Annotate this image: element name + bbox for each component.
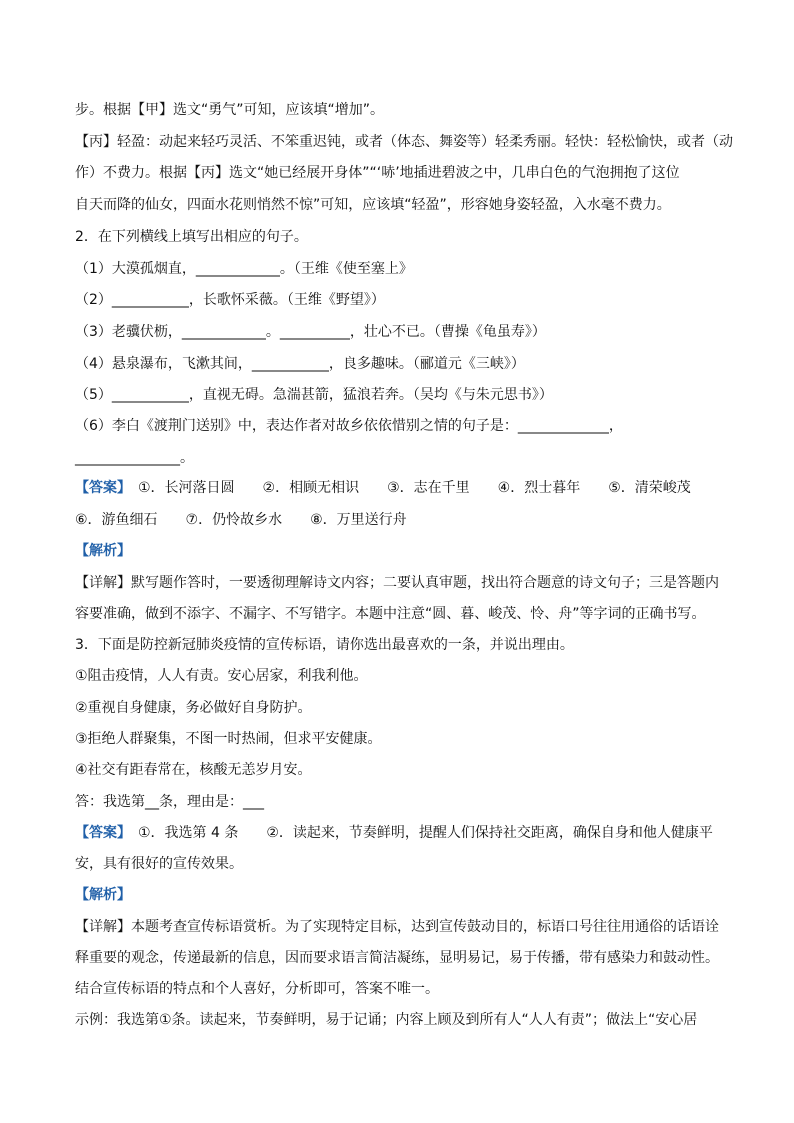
text-line: 作）不费力。根据【丙】选文“她已经展开身体”“‘哧’地插进碧波之中，几串白色的气泡拥抱了这位	[75, 165, 680, 181]
question-item: （3）老骥伏枥，____________。__________，壮心不已。（曹操《龟虽寿》）	[75, 324, 546, 340]
text-line: 【详解】默写题作答时，一要透彻理解诗文内容；二要认真审题，找出符合题意的诗文句子；三是答题内	[75, 575, 719, 591]
text-line: 释重要的观念，传递最新的信息，因而要求语言简洁凝练，显明易记，易于传播，带有感染力和鼓动性。	[75, 950, 719, 966]
slogan-item: ②重视自身健康，务必做好自身防护。	[75, 700, 312, 716]
slogan-item: ③拒绝人群聚集，不图一时热闹，但求平安健康。	[75, 731, 382, 747]
text-line: ⑥．游鱼细石 ⑦．仍怜故乡水 ⑧．万里送行舟	[75, 512, 407, 528]
question-item: _______________。	[75, 450, 194, 466]
slogan-item: ①阻击疫情，人人有责。安心居家，利我利他。	[75, 668, 368, 684]
text-line: 示例：我选第①条。读起来，节奏鲜明，易于记诵；内容上顾及到所有人“人人有责”；做法上“安心居	[75, 1012, 698, 1028]
question-2-heading: 2．在下列横线上填写出相应的句子。	[75, 229, 308, 245]
answer-tag: 【答案】	[75, 825, 124, 841]
question-item: （4）悬泉瀑布，飞漱其间，___________，良多趣味。（郦道元《三峡》）	[75, 356, 525, 372]
text-line: 答：我选第__条，理由是：___	[75, 794, 264, 810]
answer-text: ①．我选第 4 条 ②．读起来，节奏鲜明，提醒人们保持社交距离，确保自身和他人健康平	[124, 825, 713, 841]
answer-tag: 【答案】	[75, 480, 124, 496]
text-line: 安，具有很好的宣传效果。	[75, 856, 243, 872]
text-line: 步。根据【甲】选文“勇气”可知，应该填“增加”。	[75, 102, 385, 118]
question-item: （2）___________，长歌怀采薇。（王维《野望》）	[75, 292, 385, 308]
slogan-item: ④社交有距春常在，核酸无恙岁月安。	[75, 762, 312, 778]
answer-line	[75, 478, 691, 498]
text-line: 【丙】轻盈：动起来轻巧灵活、不笨重迟钝，或者（体态、舞姿等）轻柔秀丽。轻快：轻松愉快，或者（动	[75, 134, 733, 150]
analysis-tag: 【解析】	[75, 543, 131, 559]
question-item: （1）大漠孤烟直，____________。（王维《使至塞上》	[75, 261, 413, 277]
text-line: 自天而降的仙女，四面水花则悄然不惊”可知，应该填“轻盈”，形容她身姿轻盈，入水毫不费力。	[75, 197, 671, 213]
answer-line	[75, 823, 713, 843]
question-3-heading: 3．下面是防控新冠肺炎疫情的宣传标语，请你选出最喜欢的一条，并说出理由。	[75, 637, 574, 653]
question-item: （6）李白《渡荆门送别》中，表达作者对故乡依依惜别之情的句子是：_____________，	[75, 418, 623, 434]
question-item: （5）___________，直视无碍。急湍甚箭，猛浪若奔。（吴均《与朱元思书》）	[75, 387, 553, 403]
analysis-tag: 【解析】	[75, 887, 131, 903]
answer-text: ①．长河落日圆 ②．相顾无相识 ③．志在千里 ④．烈士暮年 ⑤．清荣峻茂	[124, 480, 691, 496]
text-line: 结合宣传标语的特点和个人喜好，分析即可，答案不唯一。	[75, 981, 439, 997]
text-line: 【详解】本题考查宣传标语赏析。为了实现特定目标，达到宣传鼓动目的，标语口号往往用通俗的话语诠	[75, 919, 719, 935]
text-line: 容要准确，做到不添字、不漏字、不写错字。本题中注意“圆、暮、峻茂、怜、舟”等字词的正确书写。	[75, 606, 706, 622]
